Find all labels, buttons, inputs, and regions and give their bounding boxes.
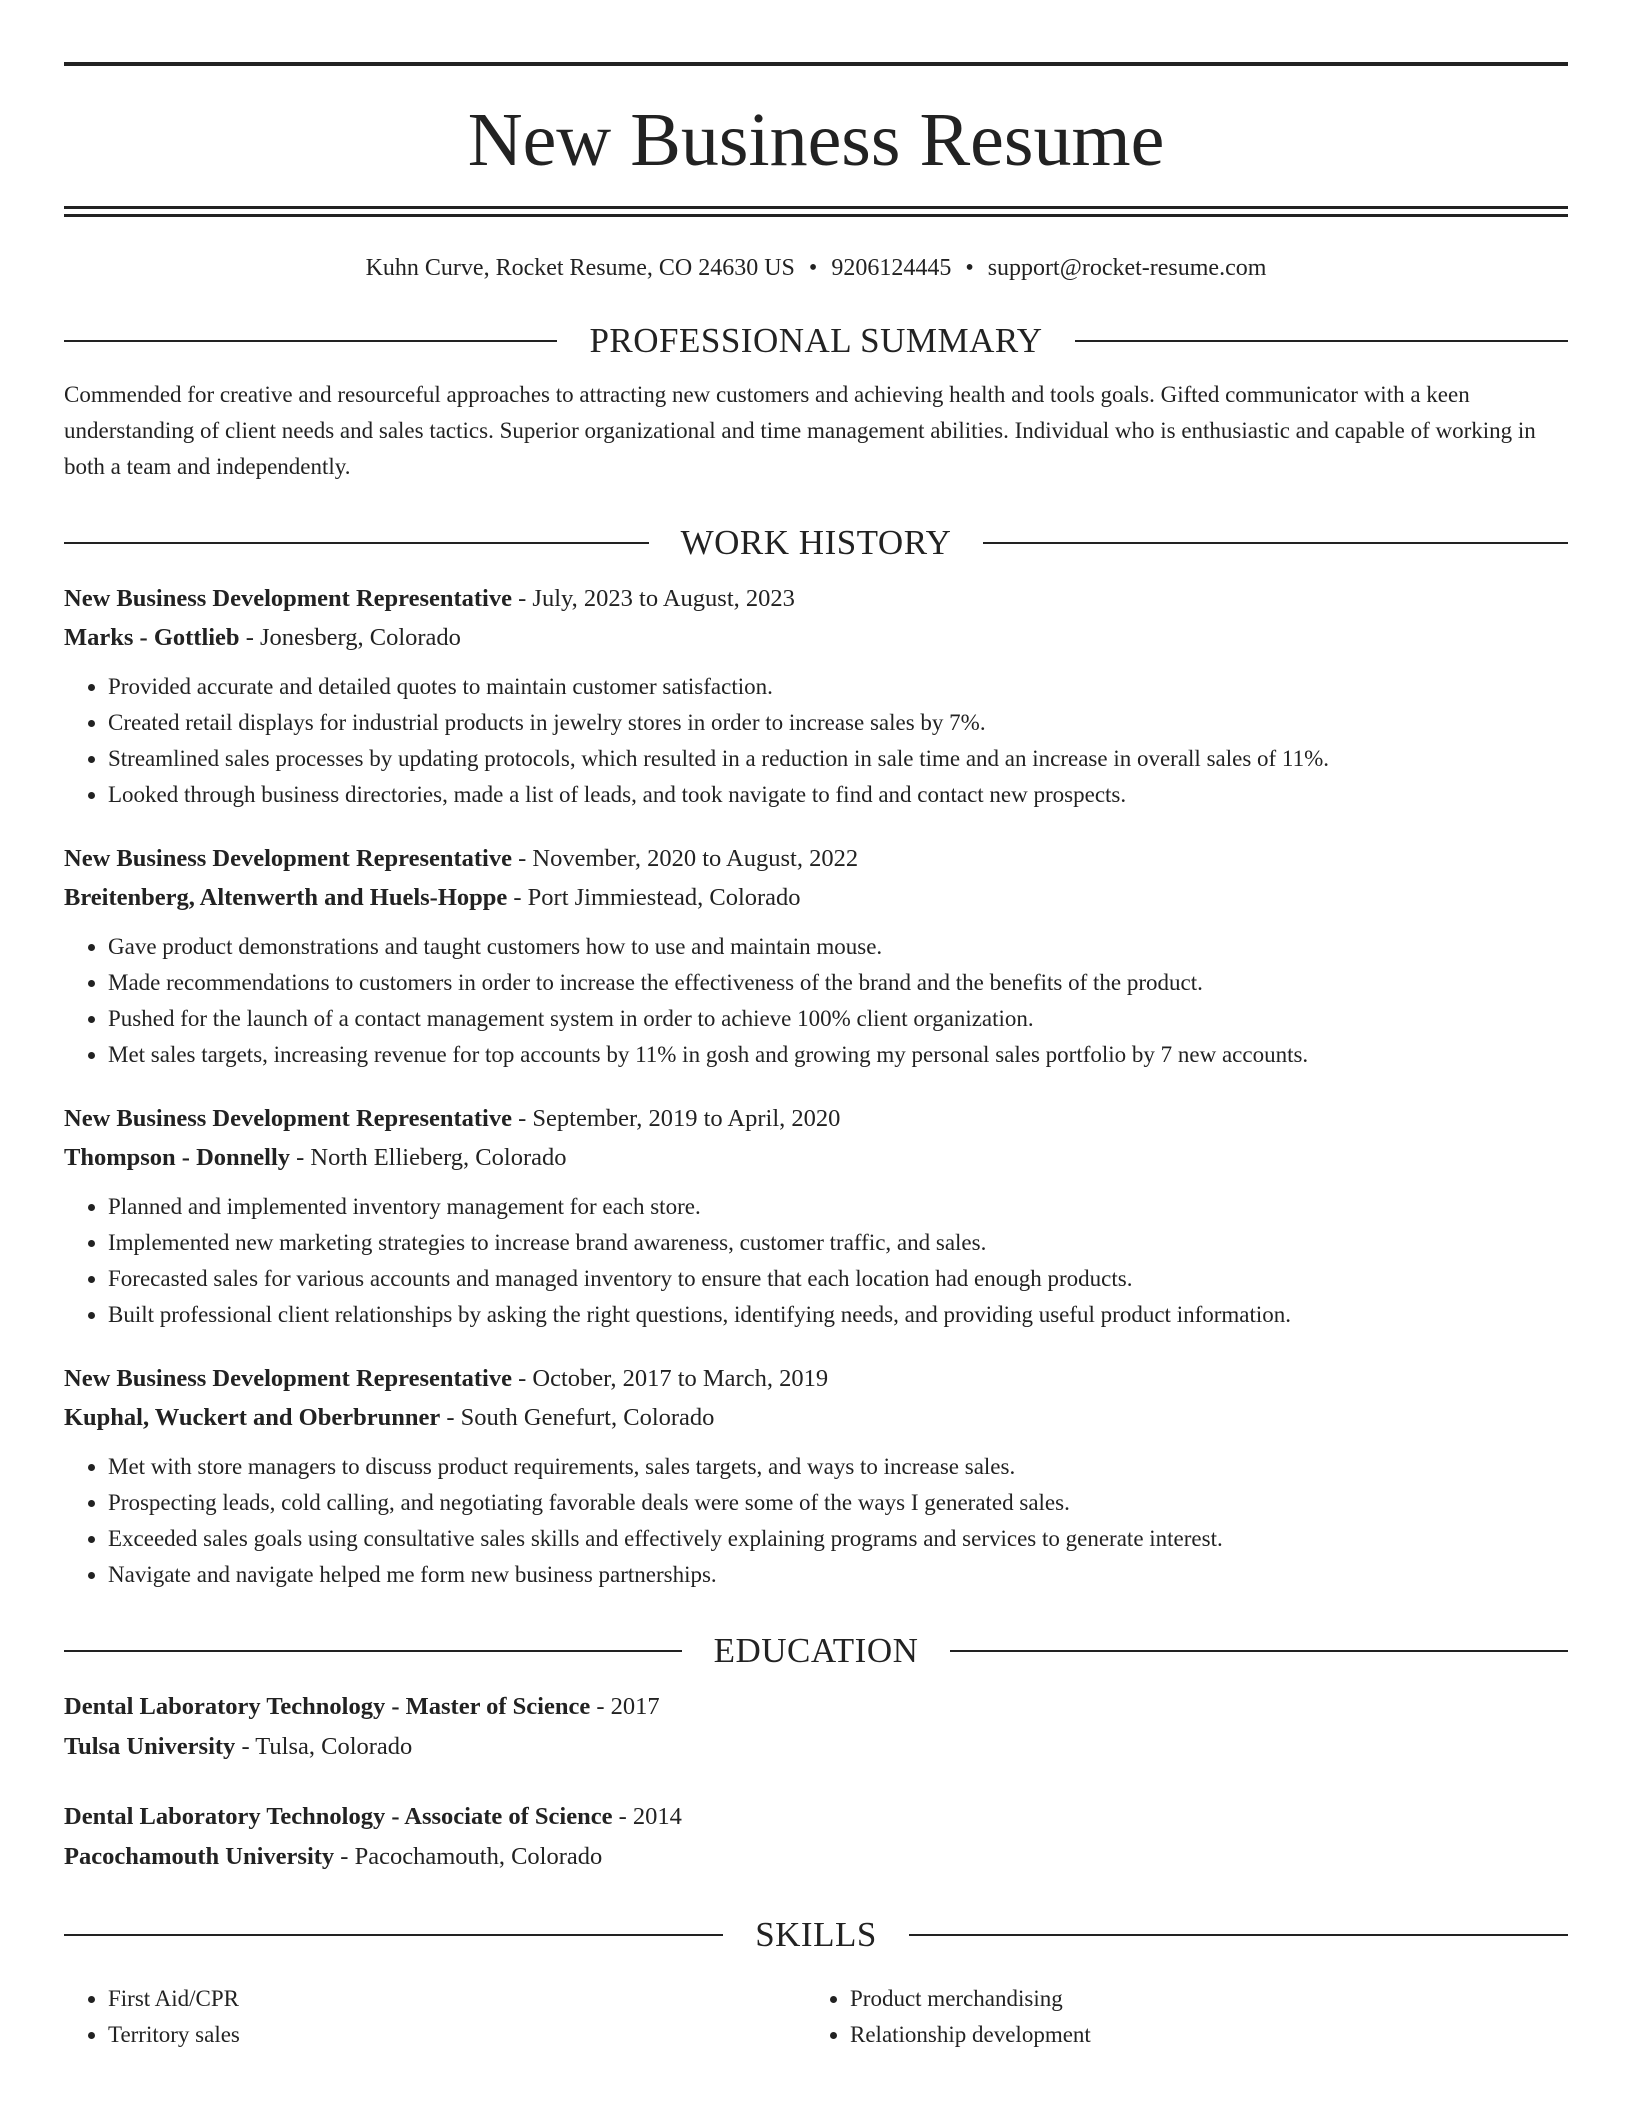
contact-separator: • xyxy=(965,255,974,281)
job-bullet: • Pushed for the launch of a contact management system in order to achieve 100% client organization. xyxy=(108,1001,1568,1037)
education-degree: Dental Laboratory Technology - Master of Science xyxy=(64,1693,591,1720)
section-rule xyxy=(1075,340,1568,342)
job-company-line xyxy=(64,618,1568,657)
resume-page xyxy=(64,62,1568,2053)
contact-email[interactable]: support@rocket-resume.com xyxy=(987,255,1267,281)
job-title-line xyxy=(64,1359,1568,1398)
section-header-work-history xyxy=(64,523,1568,563)
job-bullet: • Met sales targets, increasing revenue for top accounts by 11% in gosh and growing my personal sales portfolio by 7 new accounts. xyxy=(108,1037,1568,1073)
skills-list-right xyxy=(806,1981,1548,2053)
skill-item: • Relationship development xyxy=(850,2017,1548,2053)
section-rule xyxy=(64,542,649,544)
job-company: Breitenberg, Altenwerth and Huels-Hoppe xyxy=(64,884,508,911)
education-degree-line xyxy=(64,1687,1568,1727)
job-bullet: • Streamlined sales processes by updating protocols, which resulted in a reduction in sale time and an increase in overall sales of 11%. xyxy=(108,741,1568,777)
job-bullets xyxy=(64,669,1568,813)
education-school-line xyxy=(64,1837,1568,1877)
section-header-education xyxy=(64,1631,1568,1671)
job-bullet: • Looked through business directories, made a list of leads, and took navigate to find and contact new prospects. xyxy=(108,777,1568,813)
job-bullet: • Exceeded sales goals using consultative sales skills and effectively explaining programs and services to generate interest. xyxy=(108,1521,1568,1557)
job-company: Marks - Gottlieb xyxy=(64,624,240,651)
section-rule xyxy=(983,542,1568,544)
job-bullet: • Prospecting leads, cold calling, and negotiating favorable deals were some of the ways I generated sales. xyxy=(108,1485,1568,1521)
job-entry xyxy=(64,579,1568,813)
education-year: - 2014 xyxy=(612,1803,682,1830)
job-title: New Business Development Representative xyxy=(64,845,512,872)
job-title-line xyxy=(64,579,1568,618)
section-title: PROFESSIONAL SUMMARY xyxy=(589,321,1043,360)
job-bullets xyxy=(64,929,1568,1073)
section-header-skills xyxy=(64,1915,1568,1955)
section-rule xyxy=(64,1650,682,1652)
skill-item: • Product merchandising xyxy=(850,1981,1548,2017)
job-company: Kuphal, Wuckert and Oberbrunner xyxy=(64,1404,441,1431)
job-company-line xyxy=(64,1398,1568,1437)
job-bullet: • Provided accurate and detailed quotes to maintain customer satisfaction. xyxy=(108,669,1568,705)
education-entry xyxy=(64,1797,1568,1877)
skills-list-left xyxy=(64,1981,806,2053)
job-title: New Business Development Representative xyxy=(64,1105,512,1132)
section-header-summary xyxy=(64,321,1568,361)
section-rule xyxy=(64,1934,723,1936)
section-title: SKILLS xyxy=(755,1915,877,1954)
job-company: Thompson - Donnelly xyxy=(64,1144,291,1171)
job-bullet: • Made recommendations to customers in order to increase the effectiveness of the brand and the benefits of the product. xyxy=(108,965,1568,1001)
education-entry xyxy=(64,1687,1568,1767)
section-rule xyxy=(909,1934,1568,1936)
contact-phone: 9206124445 xyxy=(831,255,952,281)
contact-line xyxy=(64,253,1568,283)
resume-title: New Business Resume xyxy=(467,98,1165,182)
job-location: - Jonesberg, Colorado xyxy=(239,624,461,651)
job-title-line xyxy=(64,1099,1568,1138)
job-location: - South Genefurt, Colorado xyxy=(440,1404,715,1431)
job-entry xyxy=(64,1099,1568,1333)
job-title: New Business Development Representative xyxy=(64,585,512,612)
skill-item: • Territory sales xyxy=(108,2017,806,2053)
education-school-line xyxy=(64,1727,1568,1767)
job-bullets xyxy=(64,1189,1568,1333)
job-company-line xyxy=(64,1138,1568,1177)
contact-separator: • xyxy=(808,255,818,281)
summary-text: Commended for creative and resourceful approaches to attracting new customers and achieving health and tools goals. Gifted communicator with a keen understanding of client needs and sales tactics. Superior organizational and time management abilities. Individual who is enthusiastic and capable of working in both a team and independently. xyxy=(64,382,1536,479)
education-location: - Pacochamouth, Colorado xyxy=(334,1843,603,1870)
education-degree: Dental Laboratory Technology - Associate of Science xyxy=(64,1803,613,1830)
job-entry xyxy=(64,839,1568,1073)
contact-address: Kuhn Curve, Rocket Resume, CO 24630 US xyxy=(365,255,795,281)
section-title: EDUCATION xyxy=(713,1631,919,1670)
job-title-line xyxy=(64,839,1568,878)
title-double-rule xyxy=(64,206,1568,217)
section-rule xyxy=(950,1650,1568,1652)
job-bullet: • Planned and implemented inventory management for each store. xyxy=(108,1189,1568,1225)
education-school: Tulsa University xyxy=(64,1733,236,1760)
skill-item: • First Aid/CPR xyxy=(108,1981,806,2017)
education-degree-line xyxy=(64,1797,1568,1837)
job-bullet: • Implemented new marketing strategies to increase brand awareness, customer traffic, and sales. xyxy=(108,1225,1568,1261)
job-title: New Business Development Representative xyxy=(64,1365,512,1392)
work-history-list xyxy=(64,579,1568,1593)
job-bullet: • Forecasted sales for various accounts and managed inventory to ensure that each location had enough products. xyxy=(108,1261,1568,1297)
job-dates: - July, 2023 to August, 2023 xyxy=(512,585,795,612)
skills-columns xyxy=(64,1971,1568,2053)
job-location: - Port Jimmiestead, Colorado xyxy=(507,884,801,911)
education-school: Pacochamouth University xyxy=(64,1843,335,1870)
education-list xyxy=(64,1687,1568,1877)
job-bullet: • Gave product demonstrations and taught customers how to use and maintain mouse. xyxy=(108,929,1568,965)
job-company-line xyxy=(64,878,1568,917)
job-bullets xyxy=(64,1449,1568,1593)
section-rule xyxy=(64,340,557,342)
job-dates: - September, 2019 to April, 2020 xyxy=(512,1105,841,1132)
job-bullet: • Met with store managers to discuss product requirements, sales targets, and ways to increase sales. xyxy=(108,1449,1568,1485)
section-title: WORK HISTORY xyxy=(680,523,952,562)
top-rule xyxy=(64,62,1568,66)
job-bullet: • Created retail displays for industrial products in jewelry stores in order to increase sales by 7%. xyxy=(108,705,1568,741)
job-entry xyxy=(64,1359,1568,1593)
job-location: - North Ellieberg, Colorado xyxy=(290,1144,567,1171)
education-year: - 2017 xyxy=(590,1693,660,1720)
job-bullet: • Navigate and navigate helped me form new business partnerships. xyxy=(108,1557,1568,1593)
job-bullet: • Built professional client relationships by asking the right questions, identifying needs, and providing useful product information. xyxy=(108,1297,1568,1333)
job-dates: - October, 2017 to March, 2019 xyxy=(512,1365,829,1392)
education-location: - Tulsa, Colorado xyxy=(235,1733,413,1760)
job-dates: - November, 2020 to August, 2022 xyxy=(512,845,859,872)
